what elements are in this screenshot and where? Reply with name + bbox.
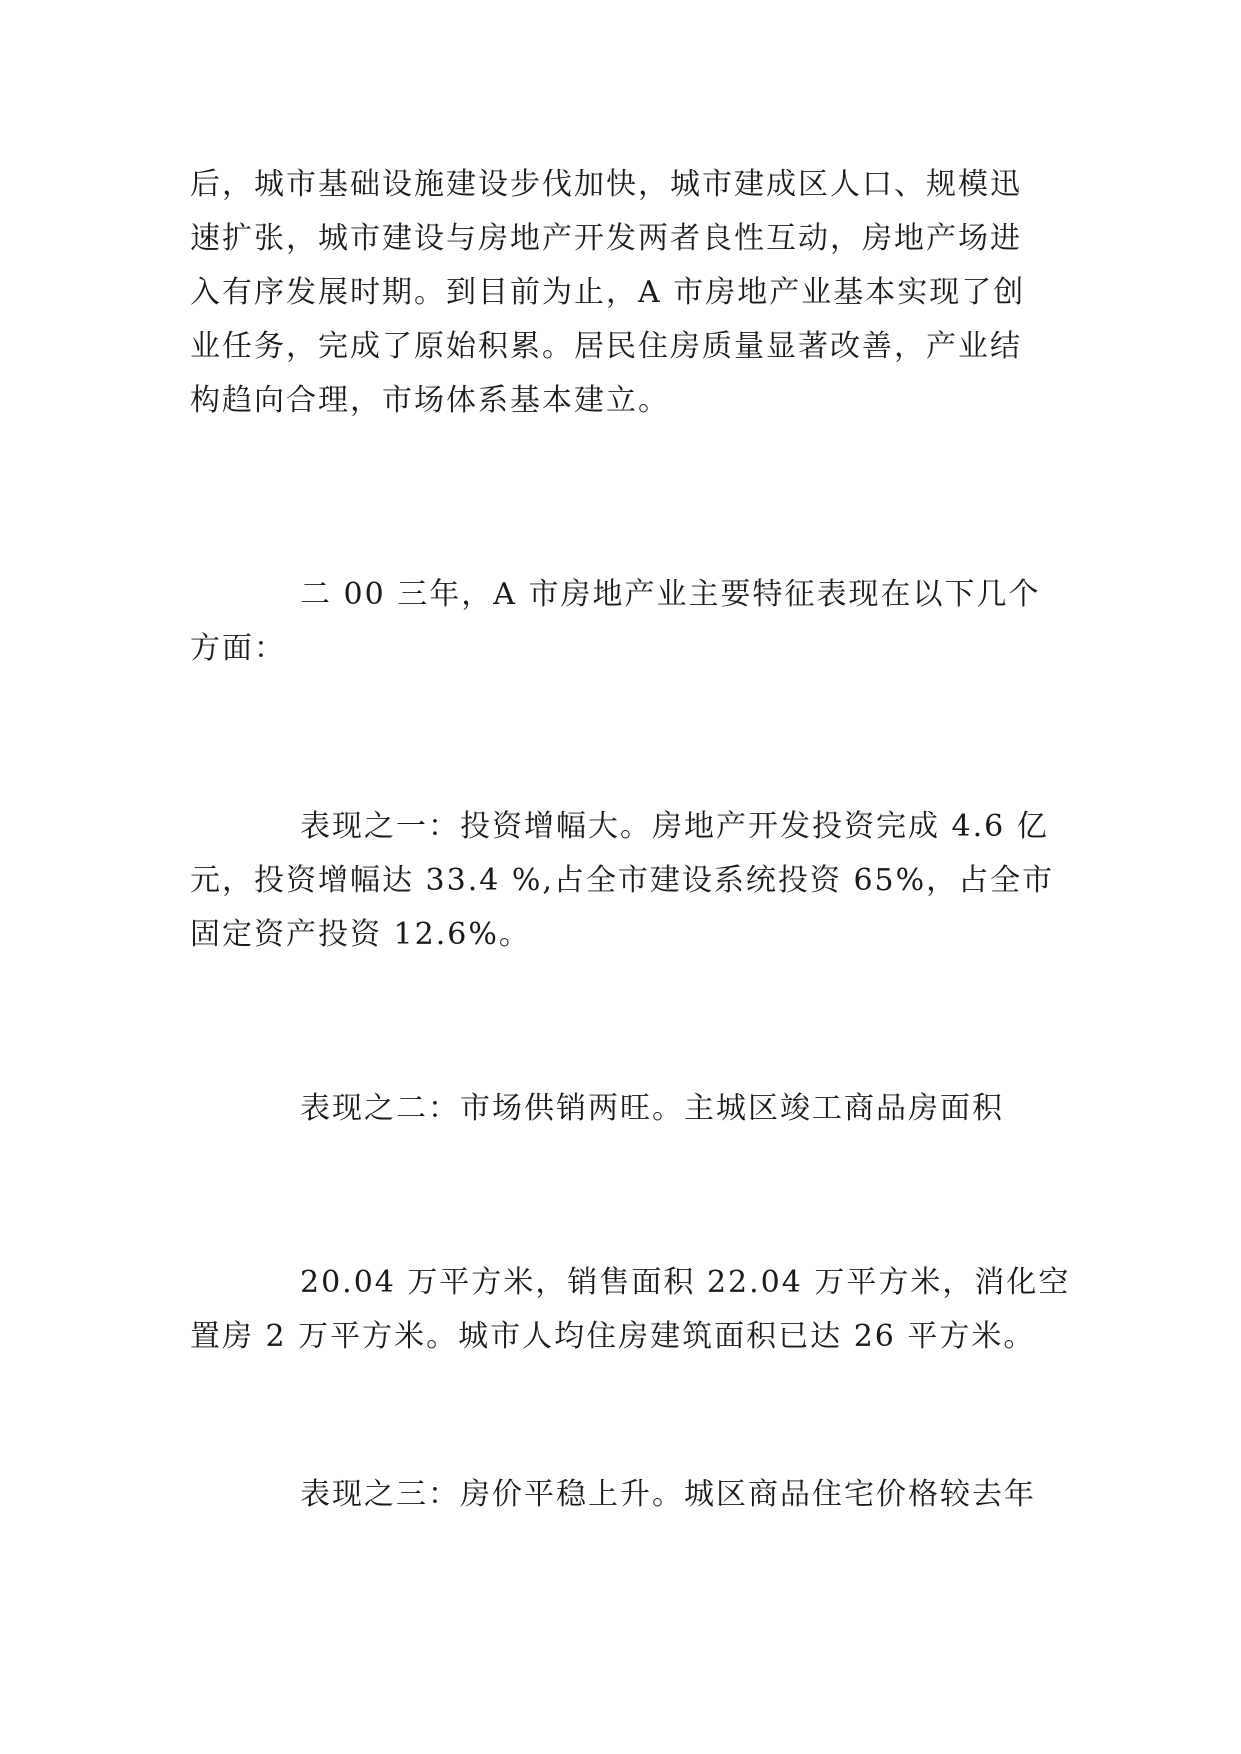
text-line: 元，投资增幅达 33.4 %,占全市建设系统投资 65%，占全市 xyxy=(190,863,1055,898)
text-line: 20.04 万平方米，销售面积 22.04 万平方米，消化空 xyxy=(300,1265,1071,1300)
text-line: 构趋向合理，市场体系基本建立。 xyxy=(190,383,670,418)
text-line: 方面： xyxy=(190,631,286,666)
text-line: 速扩张，城市建设与房地产开发两者良性互动，房地产场进 xyxy=(190,221,1022,256)
text-line: 入有序发展时期。到目前为止，A 市房地产业基本实现了创 xyxy=(190,275,1026,310)
text-line: 业任务，完成了原始积累。居民住房质量显著改善，产业结 xyxy=(190,329,1022,364)
paragraph-urban-development xyxy=(190,158,1056,428)
paragraph-2003-features xyxy=(190,568,1056,676)
paragraph-feature-three xyxy=(190,1468,1056,1522)
text-line: 置房 2 万平方米。城市人均住房建筑面积已达 26 平方米。 xyxy=(190,1319,1036,1354)
paragraph-feature-two xyxy=(190,1082,1056,1136)
text-line: 后，城市基础设施建设步伐加快，城市建成区人口、规模迅 xyxy=(190,167,1022,202)
paragraph-feature-one xyxy=(190,800,1056,962)
text-line: 表现之二：市场供销两旺。主城区竣工商品房面积 xyxy=(300,1091,1004,1126)
paragraph-area-figures xyxy=(190,1256,1071,1364)
text-line: 二 00 三年，A 市房地产业主要特征表现在以下几个 xyxy=(300,577,1041,612)
text-line: 表现之三：房价平稳上升。城区商品住宅价格较去年 xyxy=(300,1477,1036,1512)
text-line: 表现之一：投资增幅大。房地产开发投资完成 4.6 亿 xyxy=(300,809,1049,844)
text-line: 固定资产投资 12.6%。 xyxy=(190,917,531,952)
